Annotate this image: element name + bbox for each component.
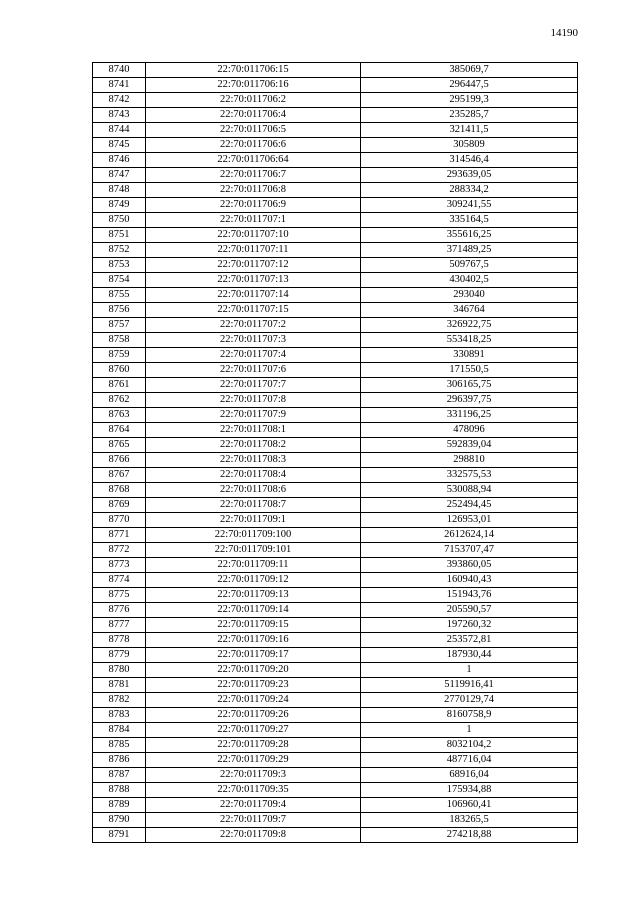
row-number-cell: 8755 — [93, 288, 146, 303]
cadastral-value-cell: 274218,88 — [361, 828, 578, 843]
cadastral-value-cell: 293639,05 — [361, 168, 578, 183]
cadastral-value-cell: 1 — [361, 663, 578, 678]
cadastral-value-cell: 371489,25 — [361, 243, 578, 258]
cadastral-value-cell: 321411,5 — [361, 123, 578, 138]
cadastral-value-cell: 295199,3 — [361, 93, 578, 108]
table-row — [93, 288, 578, 303]
table-body — [93, 63, 578, 843]
table-row — [93, 573, 578, 588]
table-row — [93, 183, 578, 198]
cadastral-value-cell: 331196,25 — [361, 408, 578, 423]
cadastral-value-cell: 235285,7 — [361, 108, 578, 123]
cadastral-number-cell: 22:70:011707:3 — [146, 333, 361, 348]
cadastral-number-cell: 22:70:011709:7 — [146, 813, 361, 828]
table-row — [93, 348, 578, 363]
table-row — [93, 408, 578, 423]
cadastral-value-cell: 332575,53 — [361, 468, 578, 483]
table-row — [93, 693, 578, 708]
cadastral-number-cell: 22:70:011707:9 — [146, 408, 361, 423]
table-row — [93, 153, 578, 168]
cadastral-number-cell: 22:70:011706:9 — [146, 198, 361, 213]
table-row — [93, 618, 578, 633]
table-row — [93, 303, 578, 318]
cadastral-value-cell: 509767,5 — [361, 258, 578, 273]
table-row — [93, 378, 578, 393]
cadastral-value-cell: 393860,05 — [361, 558, 578, 573]
table-row — [93, 633, 578, 648]
cadastral-number-cell: 22:70:011707:8 — [146, 393, 361, 408]
table-row — [93, 393, 578, 408]
row-number-cell: 8750 — [93, 213, 146, 228]
row-number-cell: 8761 — [93, 378, 146, 393]
cadastral-number-cell: 22:70:011708:6 — [146, 483, 361, 498]
row-number-cell: 8749 — [93, 198, 146, 213]
row-number-cell: 8764 — [93, 423, 146, 438]
cadastral-number-cell: 22:70:011709:16 — [146, 633, 361, 648]
row-number-cell: 8766 — [93, 453, 146, 468]
row-number-cell: 8789 — [93, 798, 146, 813]
cadastral-number-cell: 22:70:011709:17 — [146, 648, 361, 663]
table-row — [93, 108, 578, 123]
row-number-cell: 8740 — [93, 63, 146, 78]
table-row — [93, 63, 578, 78]
table-row — [93, 123, 578, 138]
cadastral-value-cell: 197260,32 — [361, 618, 578, 633]
table-row — [93, 753, 578, 768]
table-row — [93, 528, 578, 543]
row-number-cell: 8790 — [93, 813, 146, 828]
cadastral-number-cell: 22:70:011707:1 — [146, 213, 361, 228]
row-number-cell: 8780 — [93, 663, 146, 678]
table-row — [93, 723, 578, 738]
cadastral-value-cell: 530088,94 — [361, 483, 578, 498]
row-number-cell: 8744 — [93, 123, 146, 138]
cadastral-number-cell: 22:70:011706:16 — [146, 78, 361, 93]
cadastral-number-cell: 22:70:011709:100 — [146, 528, 361, 543]
row-number-cell: 8743 — [93, 108, 146, 123]
cadastral-number-cell: 22:70:011709:23 — [146, 678, 361, 693]
cadastral-number-cell: 22:70:011709:27 — [146, 723, 361, 738]
row-number-cell: 8742 — [93, 93, 146, 108]
table-row — [93, 708, 578, 723]
cadastral-number-cell: 22:70:011709:4 — [146, 798, 361, 813]
cadastral-value-cell: 553418,25 — [361, 333, 578, 348]
row-number-cell: 8753 — [93, 258, 146, 273]
row-number-cell: 8771 — [93, 528, 146, 543]
cadastral-value-cell: 253572,81 — [361, 633, 578, 648]
page-number: 14190 — [550, 27, 578, 39]
cadastral-value-cell: 8160758,9 — [361, 708, 578, 723]
cadastral-value-cell: 151943,76 — [361, 588, 578, 603]
cadastral-number-cell: 22:70:011707:7 — [146, 378, 361, 393]
cadastral-value-cell: 288334,2 — [361, 183, 578, 198]
table-row — [93, 648, 578, 663]
row-number-cell: 8754 — [93, 273, 146, 288]
cadastral-value-cell: 187930,44 — [361, 648, 578, 663]
cadastral-number-cell: 22:70:011707:11 — [146, 243, 361, 258]
cadastral-value-cell: 175934,88 — [361, 783, 578, 798]
row-number-cell: 8787 — [93, 768, 146, 783]
row-number-cell: 8781 — [93, 678, 146, 693]
row-number-cell: 8782 — [93, 693, 146, 708]
row-number-cell: 8773 — [93, 558, 146, 573]
cadastral-value-cell: 355616,25 — [361, 228, 578, 243]
cadastral-value-cell: 183265,5 — [361, 813, 578, 828]
row-number-cell: 8774 — [93, 573, 146, 588]
cadastral-value-cell: 309241,55 — [361, 198, 578, 213]
cadastral-number-cell: 22:70:011709:14 — [146, 603, 361, 618]
row-number-cell: 8779 — [93, 648, 146, 663]
table-row — [93, 468, 578, 483]
row-number-cell: 8751 — [93, 228, 146, 243]
row-number-cell: 8791 — [93, 828, 146, 843]
table-row — [93, 228, 578, 243]
cadastral-number-cell: 22:70:011709:29 — [146, 753, 361, 768]
cadastral-value-cell: 478096 — [361, 423, 578, 438]
table-row — [93, 738, 578, 753]
cadastral-value-cell: 293040 — [361, 288, 578, 303]
cadastral-number-cell: 22:70:011706:4 — [146, 108, 361, 123]
row-number-cell: 8757 — [93, 318, 146, 333]
cadastral-number-cell: 22:70:011709:13 — [146, 588, 361, 603]
cadastral-value-cell: 305809 — [361, 138, 578, 153]
cadastral-value-cell: 252494,45 — [361, 498, 578, 513]
cadastral-number-cell: 22:70:011707:2 — [146, 318, 361, 333]
cadastral-value-cell: 298810 — [361, 453, 578, 468]
row-number-cell: 8746 — [93, 153, 146, 168]
table-row — [93, 768, 578, 783]
table-row — [93, 78, 578, 93]
row-number-cell: 8775 — [93, 588, 146, 603]
cadastral-value-table — [92, 62, 578, 843]
cadastral-value-cell: 326922,75 — [361, 318, 578, 333]
row-number-cell: 8763 — [93, 408, 146, 423]
table-row — [93, 93, 578, 108]
cadastral-number-cell: 22:70:011708:4 — [146, 468, 361, 483]
cadastral-number-cell: 22:70:011709:1 — [146, 513, 361, 528]
row-number-cell: 8765 — [93, 438, 146, 453]
row-number-cell: 8776 — [93, 603, 146, 618]
row-number-cell: 8785 — [93, 738, 146, 753]
cadastral-value-cell: 126953,01 — [361, 513, 578, 528]
cadastral-number-cell: 22:70:011707:15 — [146, 303, 361, 318]
table-row — [93, 198, 578, 213]
cadastral-number-cell: 22:70:011709:12 — [146, 573, 361, 588]
row-number-cell: 8752 — [93, 243, 146, 258]
cadastral-number-cell: 22:70:011709:8 — [146, 828, 361, 843]
cadastral-number-cell: 22:70:011706:6 — [146, 138, 361, 153]
table-row — [93, 273, 578, 288]
cadastral-number-cell: 22:70:011707:10 — [146, 228, 361, 243]
cadastral-value-cell: 487716,04 — [361, 753, 578, 768]
table-row — [93, 138, 578, 153]
cadastral-value-cell: 314546,4 — [361, 153, 578, 168]
cadastral-value-cell: 205590,57 — [361, 603, 578, 618]
table-row — [93, 213, 578, 228]
cadastral-number-cell: 22:70:011709:11 — [146, 558, 361, 573]
cadastral-value-cell: 171550,5 — [361, 363, 578, 378]
row-number-cell: 8760 — [93, 363, 146, 378]
cadastral-value-cell: 1 — [361, 723, 578, 738]
cadastral-value-cell: 335164,5 — [361, 213, 578, 228]
row-number-cell: 8767 — [93, 468, 146, 483]
cadastral-number-cell: 22:70:011709:20 — [146, 663, 361, 678]
row-number-cell: 8768 — [93, 483, 146, 498]
cadastral-value-cell: 2612624,14 — [361, 528, 578, 543]
cadastral-number-cell: 22:70:011707:12 — [146, 258, 361, 273]
row-number-cell: 8756 — [93, 303, 146, 318]
cadastral-number-cell: 22:70:011707:13 — [146, 273, 361, 288]
cadastral-value-cell: 106960,41 — [361, 798, 578, 813]
cadastral-value-cell: 592839,04 — [361, 438, 578, 453]
cadastral-number-cell: 22:70:011707:14 — [146, 288, 361, 303]
cadastral-value-cell: 296397,75 — [361, 393, 578, 408]
table-row — [93, 483, 578, 498]
row-number-cell: 8777 — [93, 618, 146, 633]
table-row — [93, 603, 578, 618]
cadastral-value-cell: 7153707,47 — [361, 543, 578, 558]
cadastral-value-cell: 68916,04 — [361, 768, 578, 783]
cadastral-value-cell: 385069,7 — [361, 63, 578, 78]
row-number-cell: 8745 — [93, 138, 146, 153]
table-row — [93, 318, 578, 333]
cadastral-number-cell: 22:70:011709:35 — [146, 783, 361, 798]
cadastral-value-cell: 160940,43 — [361, 573, 578, 588]
cadastral-number-cell: 22:70:011707:4 — [146, 348, 361, 363]
row-number-cell: 8762 — [93, 393, 146, 408]
row-number-cell: 8783 — [93, 708, 146, 723]
cadastral-number-cell: 22:70:011709:101 — [146, 543, 361, 558]
table-row — [93, 663, 578, 678]
cadastral-number-cell: 22:70:011709:28 — [146, 738, 361, 753]
cadastral-value-cell: 306165,75 — [361, 378, 578, 393]
cadastral-number-cell: 22:70:011706:7 — [146, 168, 361, 183]
cadastral-number-cell: 22:70:011708:7 — [146, 498, 361, 513]
cadastral-number-cell: 22:70:011708:1 — [146, 423, 361, 438]
cadastral-value-cell: 330891 — [361, 348, 578, 363]
row-number-cell: 8778 — [93, 633, 146, 648]
cadastral-number-cell: 22:70:011709:26 — [146, 708, 361, 723]
table-row — [93, 543, 578, 558]
row-number-cell: 8741 — [93, 78, 146, 93]
row-number-cell: 8747 — [93, 168, 146, 183]
table-row — [93, 453, 578, 468]
row-number-cell: 8770 — [93, 513, 146, 528]
cadastral-value-cell: 2770129,74 — [361, 693, 578, 708]
cadastral-value-cell: 346764 — [361, 303, 578, 318]
cadastral-number-cell: 22:70:011709:15 — [146, 618, 361, 633]
cadastral-value-cell: 430402,5 — [361, 273, 578, 288]
table-row — [93, 498, 578, 513]
table-row — [93, 333, 578, 348]
row-number-cell: 8759 — [93, 348, 146, 363]
table-row — [93, 813, 578, 828]
cadastral-number-cell: 22:70:011706:2 — [146, 93, 361, 108]
table-row — [93, 588, 578, 603]
cadastral-number-cell: 22:70:011706:64 — [146, 153, 361, 168]
cadastral-number-cell: 22:70:011709:24 — [146, 693, 361, 708]
table-row — [93, 258, 578, 273]
cadastral-number-cell: 22:70:011706:15 — [146, 63, 361, 78]
cadastral-number-cell: 22:70:011708:2 — [146, 438, 361, 453]
cadastral-number-cell: 22:70:011709:3 — [146, 768, 361, 783]
table-row — [93, 798, 578, 813]
row-number-cell: 8758 — [93, 333, 146, 348]
table-row — [93, 168, 578, 183]
cadastral-number-cell: 22:70:011706:5 — [146, 123, 361, 138]
cadastral-number-cell: 22:70:011708:3 — [146, 453, 361, 468]
table-row — [93, 678, 578, 693]
table-row — [93, 828, 578, 843]
table-row — [93, 783, 578, 798]
cadastral-number-cell: 22:70:011707:6 — [146, 363, 361, 378]
row-number-cell: 8748 — [93, 183, 146, 198]
row-number-cell: 8786 — [93, 753, 146, 768]
table-row — [93, 438, 578, 453]
row-number-cell: 8772 — [93, 543, 146, 558]
cadastral-value-cell: 5119916,41 — [361, 678, 578, 693]
row-number-cell: 8769 — [93, 498, 146, 513]
table-row — [93, 363, 578, 378]
table-row — [93, 558, 578, 573]
cadastral-value-cell: 8032104,2 — [361, 738, 578, 753]
row-number-cell: 8784 — [93, 723, 146, 738]
row-number-cell: 8788 — [93, 783, 146, 798]
cadastral-number-cell: 22:70:011706:8 — [146, 183, 361, 198]
table-row — [93, 423, 578, 438]
cadastral-value-cell: 296447,5 — [361, 78, 578, 93]
table-row — [93, 513, 578, 528]
table-row — [93, 243, 578, 258]
